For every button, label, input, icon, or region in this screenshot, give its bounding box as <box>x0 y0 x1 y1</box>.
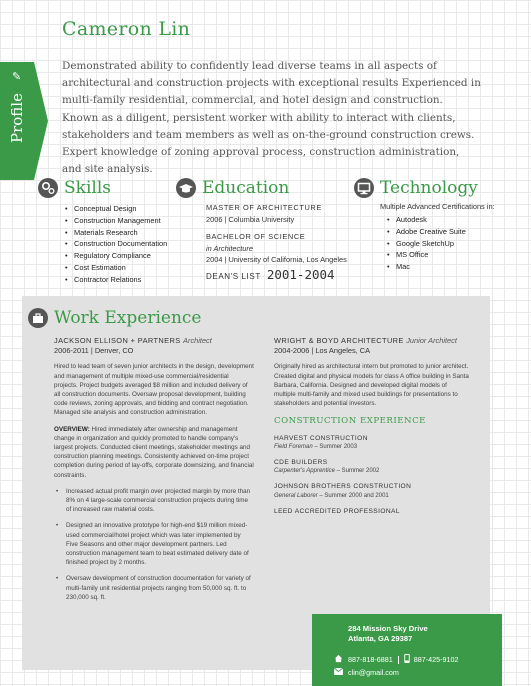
overview-label: OVERVIEW: <box>54 425 90 433</box>
list-item: • MS Office <box>396 249 466 261</box>
address-street: 284 Mission Sky Drive <box>348 624 428 633</box>
construction-item <box>274 434 470 452</box>
job-dates: 2004-2006 | Los Angeles, CA <box>274 346 371 356</box>
construction-dates: – Summer 2002 <box>334 468 380 475</box>
list-item: • Mac <box>396 261 466 273</box>
education-details <box>206 202 366 282</box>
skills-list <box>64 203 167 286</box>
monitor-icon <box>354 178 374 198</box>
leed-credential-text: LEED ACCREDITED PROFESSIONAL <box>274 507 400 515</box>
list-item: • Cost Estimation <box>74 262 167 274</box>
list-item: • Construction Documentation <box>74 238 167 250</box>
work-experience-title: Work Experience <box>54 308 202 328</box>
list-item: • Materials Research <box>74 227 167 239</box>
address-city: Atlanta, GA 29387 <box>348 634 413 643</box>
construction-role-title: Carpenter's Apprentice <box>274 468 335 475</box>
mobile-phone-icon <box>404 654 410 665</box>
list-item: • Google SketchUp <box>396 238 466 250</box>
home-phone[interactable]: 887-818-6881 <box>348 655 393 664</box>
construction-role-title: Field Foreman <box>274 443 313 450</box>
list-item: • Increased actual profit margin over projected margin by more than 8% on 4 large-scale commercial construction projects during time of increased raw material costs. <box>66 487 254 515</box>
list-item: • Construction Management <box>74 215 167 227</box>
construction-role <box>274 467 470 476</box>
pencil-icon: ✎ <box>12 71 22 83</box>
list-item: • Oversaw development of construction documentation for variety of multi-family unit residential projects ranging from 50,000 sq. ft. to 230,000 sq. ft. <box>66 574 254 602</box>
job-jackson-ellison <box>54 336 254 609</box>
construction-role <box>274 492 470 501</box>
briefcase-icon <box>28 308 48 328</box>
list-item: • Contractor Relations <box>74 274 167 286</box>
contact-address <box>348 624 428 644</box>
construction-item <box>274 458 470 476</box>
job-dates: 2006-2011 | Denver, CO <box>54 346 134 356</box>
divider <box>398 656 399 664</box>
list-item: • Autodesk <box>396 214 466 226</box>
job-description: Originally hired as architectural intern but promoted to junior architect. Created digital and physical models for class A office building in Santa Barbara, California. Designed and developed digital models of multiple multi-family and mixed used buildings for presentations to stakeholders and potential investors. <box>274 363 469 408</box>
job-role: Junior Architect <box>406 336 457 345</box>
degree-bachelors-detail: 2004 | University of California, Los Angeles <box>206 255 347 264</box>
profile-summary: Demonstrated ability to confidently lead diverse teams in all aspects of architectural and construction projects with exceptional results Experienced in multi-family residential, commercial, and hotel design and construction. Known as a diligent, persistent worker with ability to interact with clients, stakeholders and team members as well as on-the-ground construction crews. Expert knowledge of zoning approval process, construction administration, and site analysis. <box>62 60 481 176</box>
overview-text: Hired immediately after ownership and management change in organization and quickly promoted to handle company's largest projects. Conducted client meetings, stakeholder meetings and construction planning meetings. Consistently achieved on-time project completion during period of lay-offs, corporate downsizing, and financial constraints. <box>54 425 254 479</box>
degree-masters-detail: 2006 | Columbia University <box>206 214 295 224</box>
work-experience-heading <box>28 308 201 328</box>
construction-company: JOHNSON BROTHERS CONSTRUCTION <box>274 483 412 491</box>
candidate-name: Cameron Lin <box>62 18 191 40</box>
gears-icon <box>38 178 58 198</box>
job-company-name: WRIGHT & BOYD ARCHITECTURE <box>274 336 404 345</box>
education-title: Education <box>202 178 290 198</box>
job-role: Architect <box>183 336 212 345</box>
deans-list <box>206 267 366 282</box>
job-wright-boyd <box>274 336 470 516</box>
construction-experience-title: CONSTRUCTION EXPERIENCE <box>274 416 426 427</box>
technology-intro: Multiple Advanced Certifications in: <box>380 202 495 211</box>
list-item: • Adobe Creative Suite <box>396 226 466 238</box>
degree-masters: MASTER OF ARCHITECTURE <box>206 203 322 212</box>
construction-item <box>274 482 470 500</box>
construction-company: CDE BUILDERS <box>274 459 328 467</box>
contact-phones <box>334 654 459 665</box>
education-heading <box>176 178 289 198</box>
degree-bachelors: BACHELOR OF SCIENCE <box>206 232 306 241</box>
profile-tab-label: Profile <box>8 93 26 143</box>
construction-company: HARVEST CONSTRUCTION <box>274 434 368 442</box>
deans-list-label: DEAN'S LIST <box>206 271 261 281</box>
graduation-cap-icon <box>176 178 196 198</box>
leed-credential <box>274 507 470 516</box>
technology-title: Technology <box>380 178 478 198</box>
construction-role-title: General Laborer <box>274 492 318 499</box>
home-icon <box>334 654 343 665</box>
list-item: • Designed an innovative prototype for high-end $19 million mixed-used commercial/hotel project which was later implemented by Five Seasons and other major development partners. Led construction management team to beat estimated delivery date of finished project by 2 months. <box>66 521 254 567</box>
degree-bachelors-sub: in Architecture <box>206 243 253 253</box>
skills-title: Skills <box>64 178 111 198</box>
construction-dates: – Summer 2003 <box>312 443 358 450</box>
deans-list-years: 2001-2004 <box>266 266 335 282</box>
job-company <box>54 336 254 345</box>
job-company <box>274 336 470 345</box>
technology-heading <box>354 178 478 198</box>
profile-tab-arrow <box>34 62 48 180</box>
job-description: Hired to lead team of seven junior architects in the design, development and management of multiple mixed-use commercial/residential projects. Project budgets averaged $8 million and included delivery of all construction documents. Oversaw proposal development, building code reviews, zoning approvals, and bidding and contract negotiation. Managed site analysis and construction administration. <box>54 363 254 417</box>
mail-icon <box>334 668 343 677</box>
mobile-phone[interactable]: 887-425-9102 <box>413 655 459 664</box>
job-overview <box>54 425 254 480</box>
job-company-name: JACKSON ELLISON + PARTNERS <box>54 336 181 345</box>
construction-role <box>274 443 470 452</box>
list-item: • Regulatory Compliance <box>74 250 167 262</box>
technology-list <box>386 214 466 273</box>
profile-tab <box>0 62 34 180</box>
list-item: • Conceptual Design <box>74 203 167 215</box>
contact-card <box>312 614 502 686</box>
email-link[interactable]: clin@gmail.com <box>348 668 399 677</box>
job-achievements <box>54 487 254 602</box>
contact-email <box>334 668 399 677</box>
skills-heading <box>38 178 111 198</box>
construction-dates: – Summer 2000 and 2001 <box>317 492 389 499</box>
